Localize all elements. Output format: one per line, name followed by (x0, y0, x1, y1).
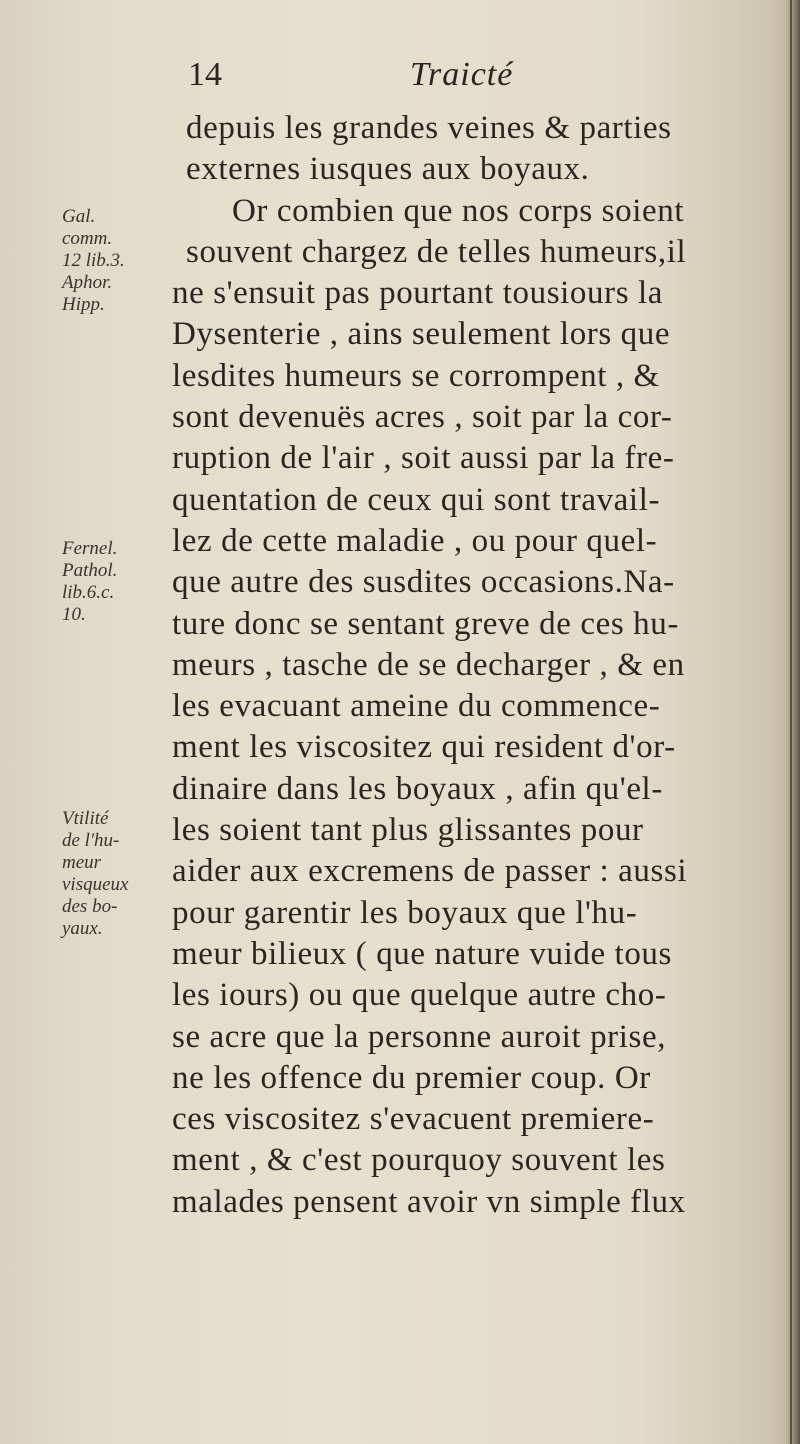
running-title: Traicté (410, 56, 514, 93)
text-line: ne les offence du premier coup. Or (172, 1059, 651, 1096)
running-head (188, 56, 608, 106)
margin-note-line: Hipp. (62, 294, 105, 315)
margin-note-galen (62, 206, 125, 316)
text-line: souvent chargez de telles humeurs,il (186, 233, 687, 270)
page-edge-line (790, 0, 792, 1444)
margin-note-line: 10. (62, 604, 86, 625)
text-line: malades pensent avoir vn simple flux (172, 1183, 686, 1220)
text-line: pour garentir les boyaux que l'hu- (172, 894, 638, 931)
margin-note-line: visqueux (62, 874, 129, 895)
margin-note-line: yaux. (62, 918, 103, 939)
text-line: aider aux excremens de passer : aussi (172, 853, 688, 890)
text-line: ment les viscositez qui resident d'or- (172, 729, 676, 766)
text-line: se acre que la personne auroit prise, (172, 1018, 667, 1055)
text-line: ces viscositez s'evacuent premiere- (172, 1101, 655, 1138)
text-line: les soient tant plus glissantes pour (172, 812, 644, 849)
text-line: externes iusques aux boyaux. (186, 151, 590, 188)
margin-note-line: Fernel. (62, 538, 118, 559)
text-line: les evacuant ameine du commence- (172, 688, 661, 725)
margin-note-line: lib.6.c. (62, 582, 115, 603)
margin-note-line: Gal. (62, 206, 96, 227)
text-line: dinaire dans les boyaux , afin qu'el- (172, 770, 663, 807)
text-line: que autre des susdites occasions.Na- (172, 564, 675, 601)
margin-note-line: comm. (62, 228, 113, 249)
text-line: lesdites humeurs se corrompent , & (172, 357, 660, 394)
text-line: Or combien que nos corps soient (232, 192, 685, 229)
margin-note-line: Vtilité (62, 808, 109, 829)
text-line: les iours) ou que quelque autre cho- (172, 977, 667, 1014)
body-text (172, 108, 784, 1223)
text-line: meurs , tasche de se decharger , & en (172, 646, 685, 683)
margin-note-line: de l'hu- (62, 830, 120, 851)
page-number: 14 (188, 56, 222, 93)
text-line: lez de cette maladie , ou pour quel- (172, 522, 658, 559)
text-line: ture donc se sentant greve de ces hu- (172, 605, 679, 642)
margin-note-fernel (62, 538, 117, 626)
text-line: ment , & c'est pourquoy souvent les (172, 1142, 666, 1179)
text-line: sont devenuës acres , soit par la cor- (172, 399, 673, 436)
text-line: ruption de l'air , soit aussi par la fre- (172, 440, 675, 477)
margin-note-line: Aphor. (62, 272, 113, 293)
text-line: depuis les grandes veines & parties (186, 110, 672, 146)
margin-note-line: des bo- (62, 896, 118, 917)
margin-note-line: meur (62, 852, 102, 873)
margin-note-line: Pathol. (62, 560, 118, 581)
text-line: ne s'ensuit pas pourtant tousiours la (172, 275, 663, 312)
margin-note-utilite (62, 808, 128, 940)
text-line: Dysenterie , ains seulement lors que (172, 316, 671, 353)
text-line: quentation de ceux qui sont travail- (172, 481, 661, 518)
page-edge-shadow (786, 0, 800, 1444)
margin-note-line: 12 lib.3. (62, 250, 125, 271)
text-line: meur bilieux ( que nature vuide tous (172, 935, 672, 972)
